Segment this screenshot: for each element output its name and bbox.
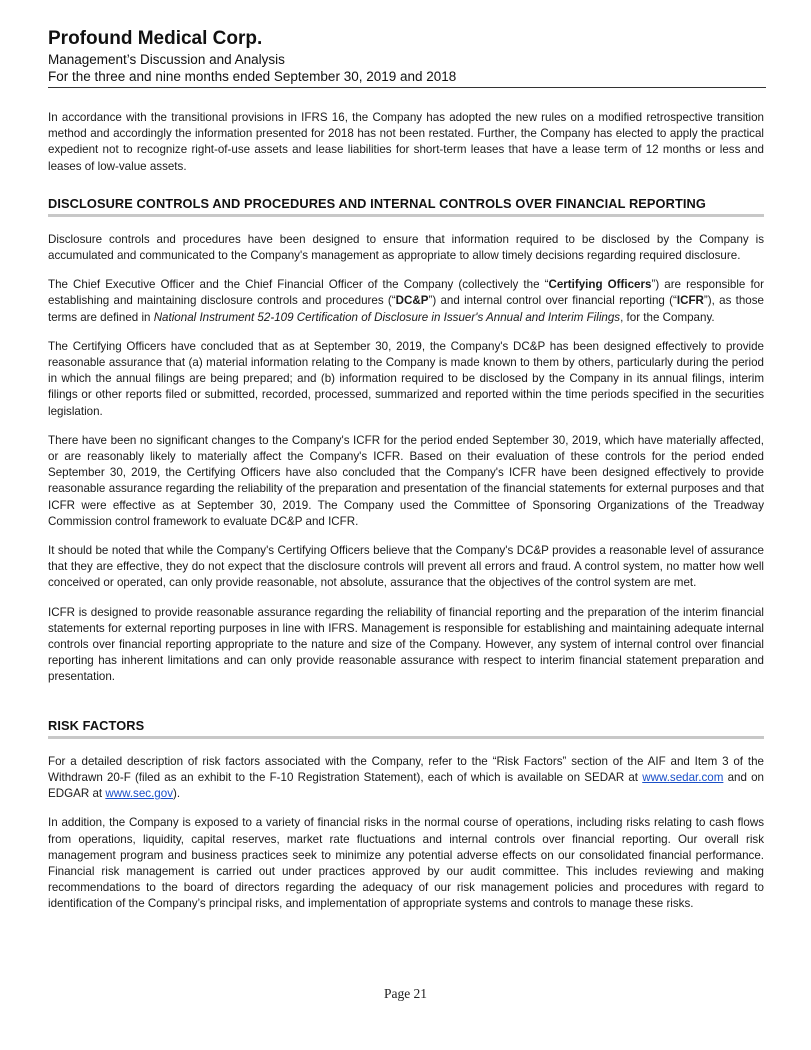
text-run: ”), as those terms are defined in (48, 294, 764, 324)
text-run: ). (173, 787, 181, 801)
section-title-disclosure: DISCLOSURE CONTROLS AND PROCEDURES AND INTERNAL CONTROLS OVER FINANCIAL REPORTING (48, 196, 764, 217)
report-period: For the three and nine months ended September 30, 2019 and 2018 (48, 69, 457, 84)
text-run: ”) are responsible for establishing and maintaining disclosure controls and procedures (“ (48, 278, 764, 308)
disclosure-paragraph-2 (48, 277, 764, 326)
text-run: For a detailed description of risk factors associated with the Company, refer to the “Risk Factors” section of the AIF and Item 3 of the Withdrawn 20-F (filed as an exhibit to the F-10 Registration Statement), each of which is available on SEDAR at (48, 754, 764, 784)
document-page (48, 27, 764, 913)
disclosure-paragraph-4: There have been no significant changes to the Company's ICFR for the period ended September 30, 2019, which have materially affected, or are reasonably likely to materially affect the Company's ICFR. Based on their evaluation of these controls for the period ended September 30, 2019, the Certifying Officers have also concluded that the Company's ICFR have been designed effectively to provide reasonable assurance regarding the reliability of the preparation and presentation of the financial statements for external purposes and that ICFR were effective as at September 30, 2019. The Company used the Committee of Sponsoring Organizations of the Treadway Commission control framework to evaluate DC&P and ICFR. (48, 433, 764, 528)
risk-paragraph-2: In addition, the Company is exposed to a variety of financial risks in the normal course of operations, including risks relating to cash flows from operations, liquidity, capital reserves, market rate fluctuations and internal controls over financial reporting. Our overall risk management program and business practices seek to minimize any potential adverse effects on our consolidated financial performance. Financial risk management is carried out under practices approved by our audit committee. This includes reviewing and making recommendations to the board of directors regarding the adequacy of our risk management policies and procedures with regard to identification of the Company’s principal risks, and implementation of appropriate systems and controls to manage these risks. (48, 816, 764, 911)
instrument-title: National Instrument 52-109 Certification of Disclosure in Issuer's Annual and Interim Filings (153, 310, 621, 324)
risk-paragraph-1 (48, 754, 764, 803)
page-number: Page 21 (383, 986, 428, 1001)
text-run: ”) and internal control over financial reporting (“ (428, 294, 677, 308)
text-run: , for the Company. (620, 310, 715, 324)
disclosure-paragraph-3: The Certifying Officers have concluded that as at September 30, 2019, the Company's DC&P has been designed effectively to provide reasonable assurance that (a) material information relating to the Company is made known to them by others, particularly during the period in which the annual filings are being prepared; and (b) information required to be disclosed by the Company in its annual filings, interim filings or other reports filed or submitted, recorded, processed, summarized and reported within the time periods specified in the securities legislation. (48, 339, 764, 418)
disclosure-paragraph-1: Disclosure controls and procedures have been designed to ensure that information required to be disclosed by the Company is accumulated and communicated to the Company's management as appropriate to allow timely decisions regarding required disclosure. (48, 232, 764, 263)
disclosure-paragraph-6: ICFR is designed to provide reasonable assurance regarding the reliability of financial reporting and the preparation of the interim financial statements for external reporting purposes in line with IFRS. Management is responsible for establishing and maintaining adequate internal controls over financial reporting appropriate to the nature and size of the Company. However, any system of internal control over financial reporting has inherent limitations and can only provide reasonable assurance with respect to interim financial statement preparation and presentation. (48, 605, 764, 684)
report-title: Management’s Discussion and Analysis (48, 52, 285, 67)
sedar-link[interactable]: www.sedar.com (642, 770, 724, 784)
sec-gov-link[interactable]: www.sec.gov (105, 787, 173, 801)
defined-term-dcp: DC&P (395, 294, 429, 308)
header-divider (48, 87, 766, 88)
section-title-risk-factors: RISK FACTORS (48, 718, 764, 739)
disclosure-paragraph-5: It should be noted that while the Company's Certifying Officers believe that the Company's DC&P provides a reasonable level of assurance that they are effective, they do not expect that the disclosure controls will prevent all errors and fraud. A control system, no matter how well conceived or operated, can only provide reasonable, not absolute, assurance that the objectives of the control system are met. (48, 544, 764, 590)
text-run: The Chief Executive Officer and the Chief Financial Officer of the Company (collectively the “ (48, 278, 549, 292)
company-name: Profound Medical Corp. (48, 28, 263, 49)
text-run: and on EDGAR at (48, 770, 764, 801)
intro-paragraph: In accordance with the transitional provisions in IFRS 16, the Company has adopted the new rules on a modified retrospective transition method and accordingly the information presented for 2018 has not been restated. Further, the Company has elected to apply the practical expedient not to recognize right-of-use assets and lease liabilities for short-term leases that have a lease term of 12 months or less and leases of low-value assets. (48, 111, 764, 173)
defined-term-icfr: ICFR (676, 294, 704, 308)
document-header (48, 27, 764, 88)
defined-term-certifying-officers: Certifying Officers (548, 278, 652, 292)
